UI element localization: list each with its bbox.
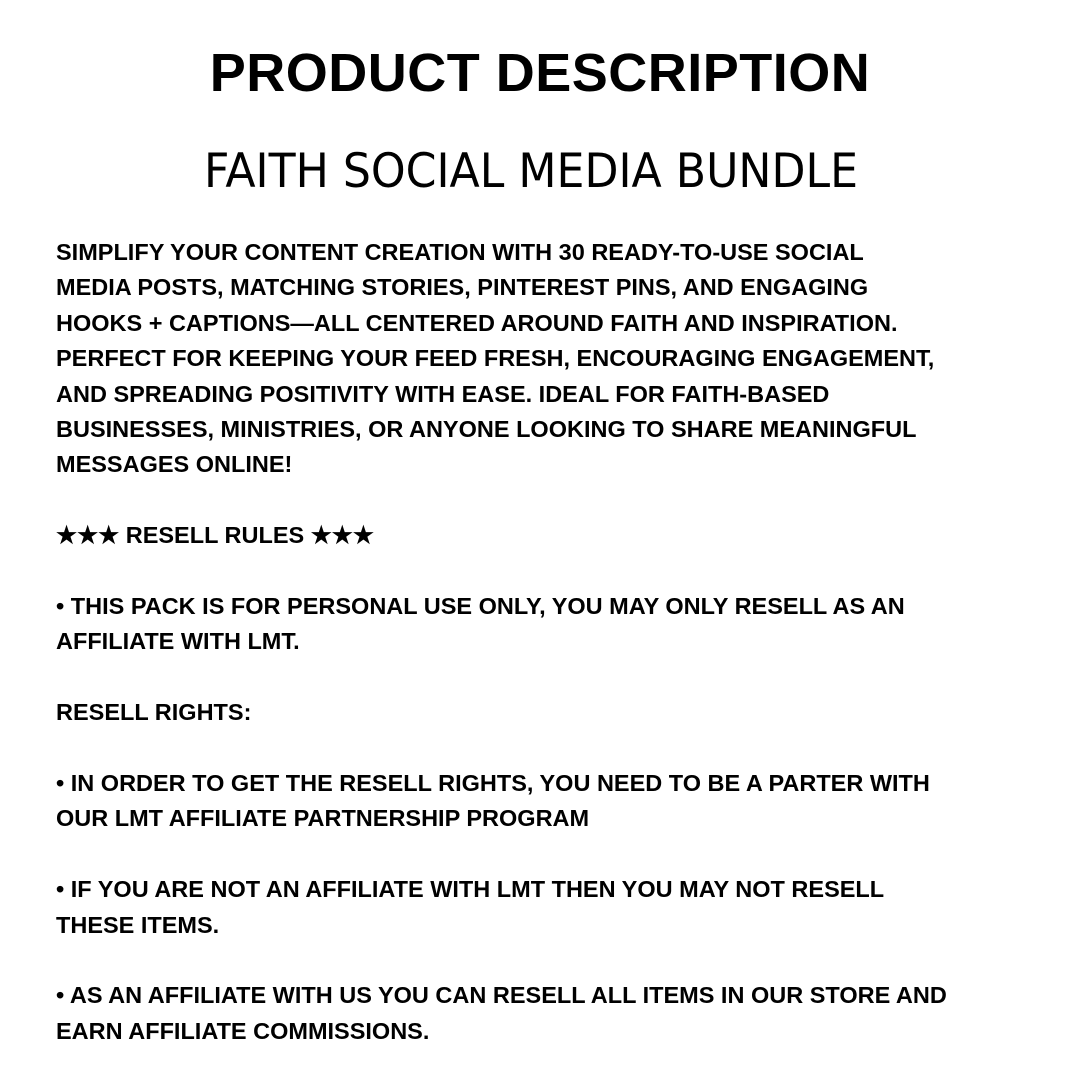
spacer	[56, 837, 1046, 872]
resell-right-item: • IN ORDER TO GET THE RESELL RIGHTS, YOU NEED TO BE A PARTER WITH OUR LMT AFFILIATE PARTNERSHIP PROGRAM	[56, 770, 930, 832]
description-body	[56, 235, 1046, 1049]
spacer	[56, 483, 1046, 518]
resell-right-item: • AS AN AFFILIATE WITH US YOU CAN RESELL ALL ITEMS IN OUR STORE AND EARN AFFILIATE COMMISSIONS.	[56, 982, 947, 1044]
spacer	[56, 660, 1046, 695]
spacer	[56, 554, 1046, 589]
product-name: FAITH SOCIAL MEDIA BUNDLE	[203, 144, 859, 199]
resell-rights-heading: RESELL RIGHTS:	[56, 699, 252, 726]
rule-personal-use: • THIS PACK IS FOR PERSONAL USE ONLY, YOU MAY ONLY RESELL AS AN AFFILIATE WITH LMT.	[56, 593, 905, 655]
page-title: PRODUCT DESCRIPTION	[209, 43, 871, 103]
spacer	[56, 943, 1046, 978]
resell-right-item: • IF YOU ARE NOT AN AFFILIATE WITH LMT THEN YOU MAY NOT RESELL THESE ITEMS.	[56, 876, 885, 938]
spacer	[56, 731, 1046, 766]
resell-rules-heading: ★★★ RESELL RULES ★★★	[56, 522, 374, 549]
product-description-text: SIMPLIFY YOUR CONTENT CREATION WITH 30 READY-TO-USE SOCIAL MEDIA POSTS, MATCHING STORIES, PINTEREST PINS, AND ENGAGING HOOKS + CAPTIONS—ALL CENTERED AROUND FAITH AND INSPIRATION. PERFECT FOR KEEPING YOUR FEED FRESH, ENCOURAGING ENGAGEMENT, AND SPREADING POSITIVITY WITH EASE. IDEAL FOR FAITH-BASED BUSINESSES, MINISTRIES, OR ANYONE LOOKING TO SHARE MEANINGFUL MESSAGES ONLINE!	[56, 239, 935, 478]
